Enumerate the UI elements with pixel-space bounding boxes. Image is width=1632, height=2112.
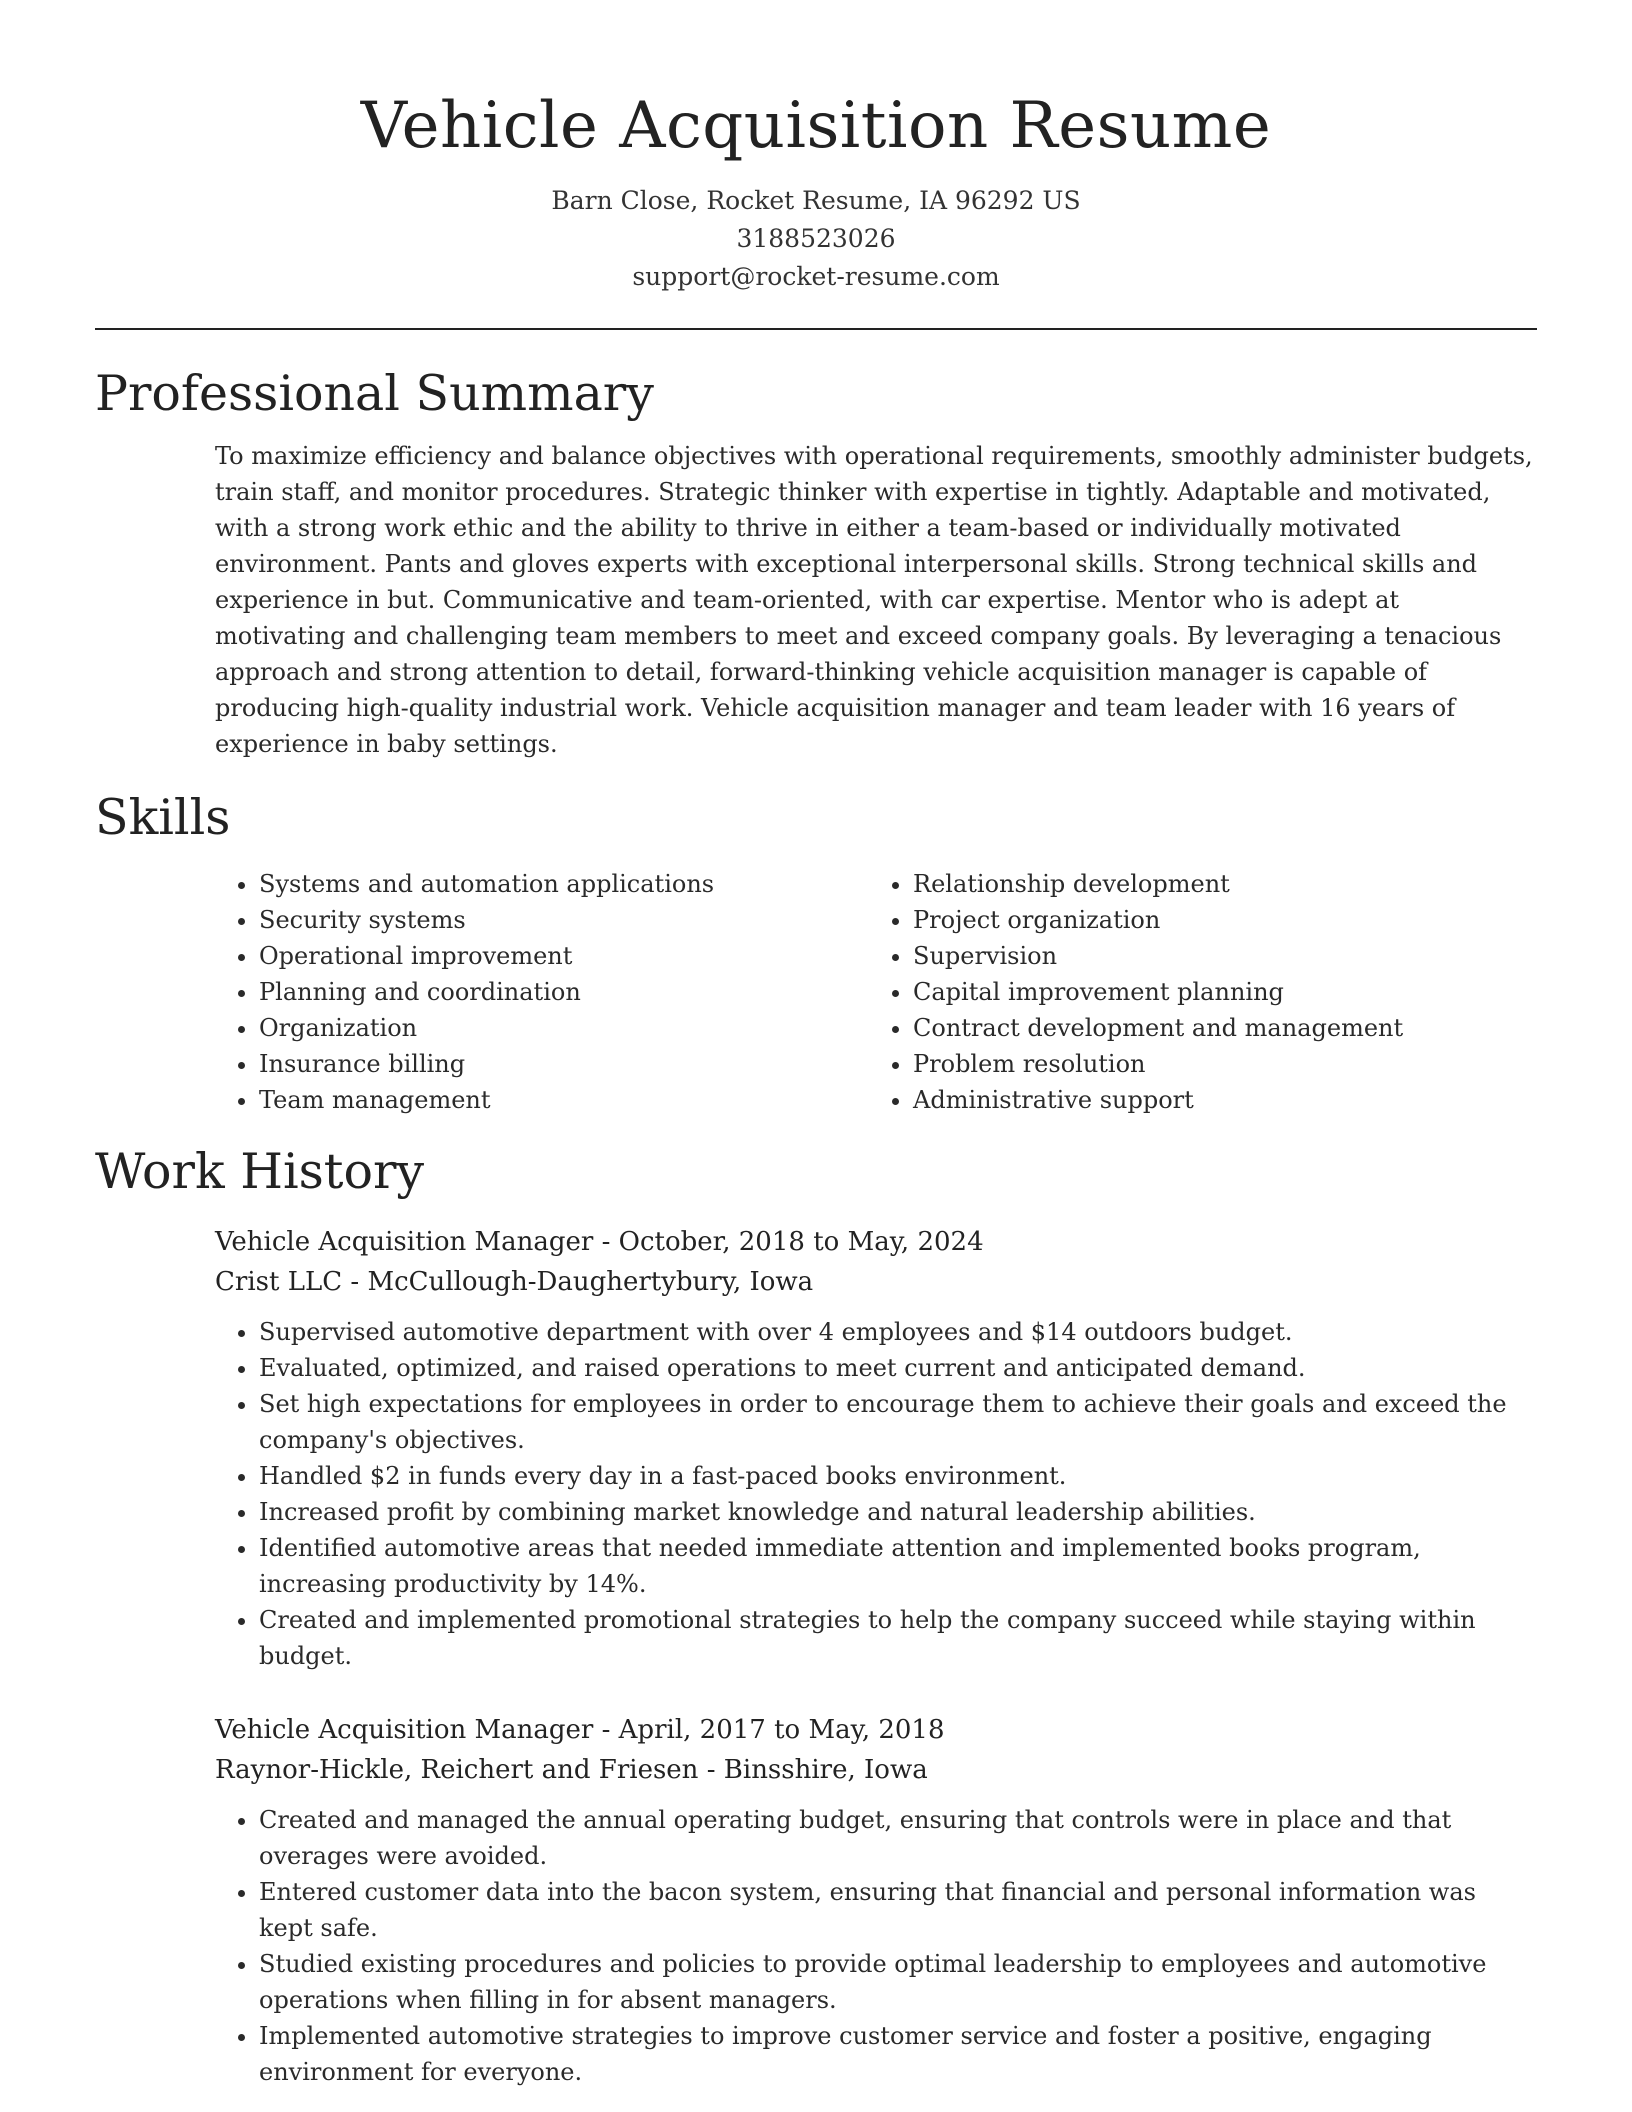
contact-email: support@rocket-resume.com [632,262,1000,291]
summary-heading: Professional Summary [95,365,654,422]
job-location: Binsshire, Iowa [723,1755,928,1785]
skill-item: • Capital improvement planning [913,974,1523,1010]
skills-list [215,866,1537,1118]
job-company-line [215,1750,1537,1790]
job-bullet: • Implemented automotive strategies to improve customer service and foster a positive, engaging environment for everyone. [259,2018,1537,2090]
job-title-line [215,1222,1537,1262]
resume-header [95,0,1537,296]
skill-item: • Planning and coordination [259,974,869,1010]
job-separator: - [601,1715,619,1745]
job-bullet: • Identified automotive areas that needed immediate attention and implemented books program, increasing productivity by 14%. [259,1530,1537,1602]
job-bullet: • Set high expectations for employees in order to encourage them to achieve their goals and exceed the company's objectives. [259,1386,1537,1458]
skill-item: • Contract development and management [913,1010,1523,1046]
job-separator: - [350,1267,368,1297]
skills-heading: Skills [95,789,231,846]
skill-item: • Supervision [913,938,1523,974]
summary-text: To maximize efficiency and balance objectives with operational requirements, smoothly administer budgets, train staff, and monitor procedures. Strategic thinker with expertise in tightly. Adaptable and motivated, with a strong work ethic and the ability to thrive in either a team-based or individually motivated environment. Pants and gloves experts with exceptional interpersonal skills. Strong technical skills and experience in but. Communicative and team-oriented, with car expertise. Mentor who is adept at motivating and challenging team members to meet and exceed company goals. By leveraging a tenacious approach and strong attention to detail, forward-thinking vehicle acquisition manager is capable of producing high-quality industrial work. Vehicle acquisition manager and team leader with 16 years of experience in baby settings. [215,442,1533,758]
contact-address: Barn Close, Rocket Resume, IA 96292 US [551,186,1081,215]
skill-item: • Systems and automation applications [259,866,869,902]
work-history-heading: Work History [95,1143,425,1200]
skill-item: • Operational improvement [259,938,869,974]
job-role: Vehicle Acquisition Manager [215,1715,594,1745]
skill-item: • Organization [259,1010,869,1046]
job-separator: - [601,1227,619,1257]
skills-column-left [215,866,869,1118]
job-company-line [215,1262,1537,1302]
skill-item: • Problem resolution [913,1046,1523,1082]
job-bullet: • Created and managed the annual operating budget, ensuring that controls were in place and that overages were avoided. [259,1802,1537,1874]
job-bullet: • Supervised automotive department with over 4 employees and $14 outdoors budget. [259,1314,1537,1350]
skill-item: • Administrative support [913,1082,1523,1118]
job-bullet: • Studied existing procedures and policies to provide optimal leadership to employees and automotive operations when filling in for absent managers. [259,1946,1537,2018]
job-separator: - [706,1755,724,1785]
contact-block [95,182,1537,296]
job-bullet: • Increased profit by combining market knowledge and natural leadership abilities. [259,1494,1537,1530]
skills-column-right [869,866,1523,1118]
job-company: Crist LLC [215,1267,343,1297]
job-location: McCullough-Daughertybury, Iowa [367,1267,814,1297]
skill-item: • Team management [259,1082,869,1118]
job-company: Raynor-Hickle, Reichert and Friesen [215,1755,699,1785]
job-dates: April, 2017 to May, 2018 [618,1715,945,1745]
job-entry [215,1710,1537,2090]
job-bullet: • Created and implemented promotional strategies to help the company succeed while staying within budget. [259,1602,1537,1674]
skill-item: • Security systems [259,902,869,938]
contact-phone: 3188523026 [736,224,896,253]
resume-title: Vehicle Acquisition Resume [360,89,1272,163]
skill-item: • Relationship development [913,866,1523,902]
job-bullets [215,1314,1537,1674]
job-role: Vehicle Acquisition Manager [215,1227,594,1257]
job-bullet: • Evaluated, optimized, and raised operations to meet current and anticipated demand. [259,1350,1537,1386]
job-entry [215,1222,1537,1674]
job-dates: October, 2018 to May, 2024 [618,1227,984,1257]
job-title-line [215,1710,1537,1750]
skill-item: • Insurance billing [259,1046,869,1082]
skill-item: • Project organization [913,902,1523,938]
header-divider [95,328,1537,330]
job-bullet: • Handled $2 in funds every day in a fast-paced books environment. [259,1458,1537,1494]
job-bullets [215,1802,1537,2090]
job-bullet: • Entered customer data into the bacon system, ensuring that financial and personal information was kept safe. [259,1874,1537,1946]
